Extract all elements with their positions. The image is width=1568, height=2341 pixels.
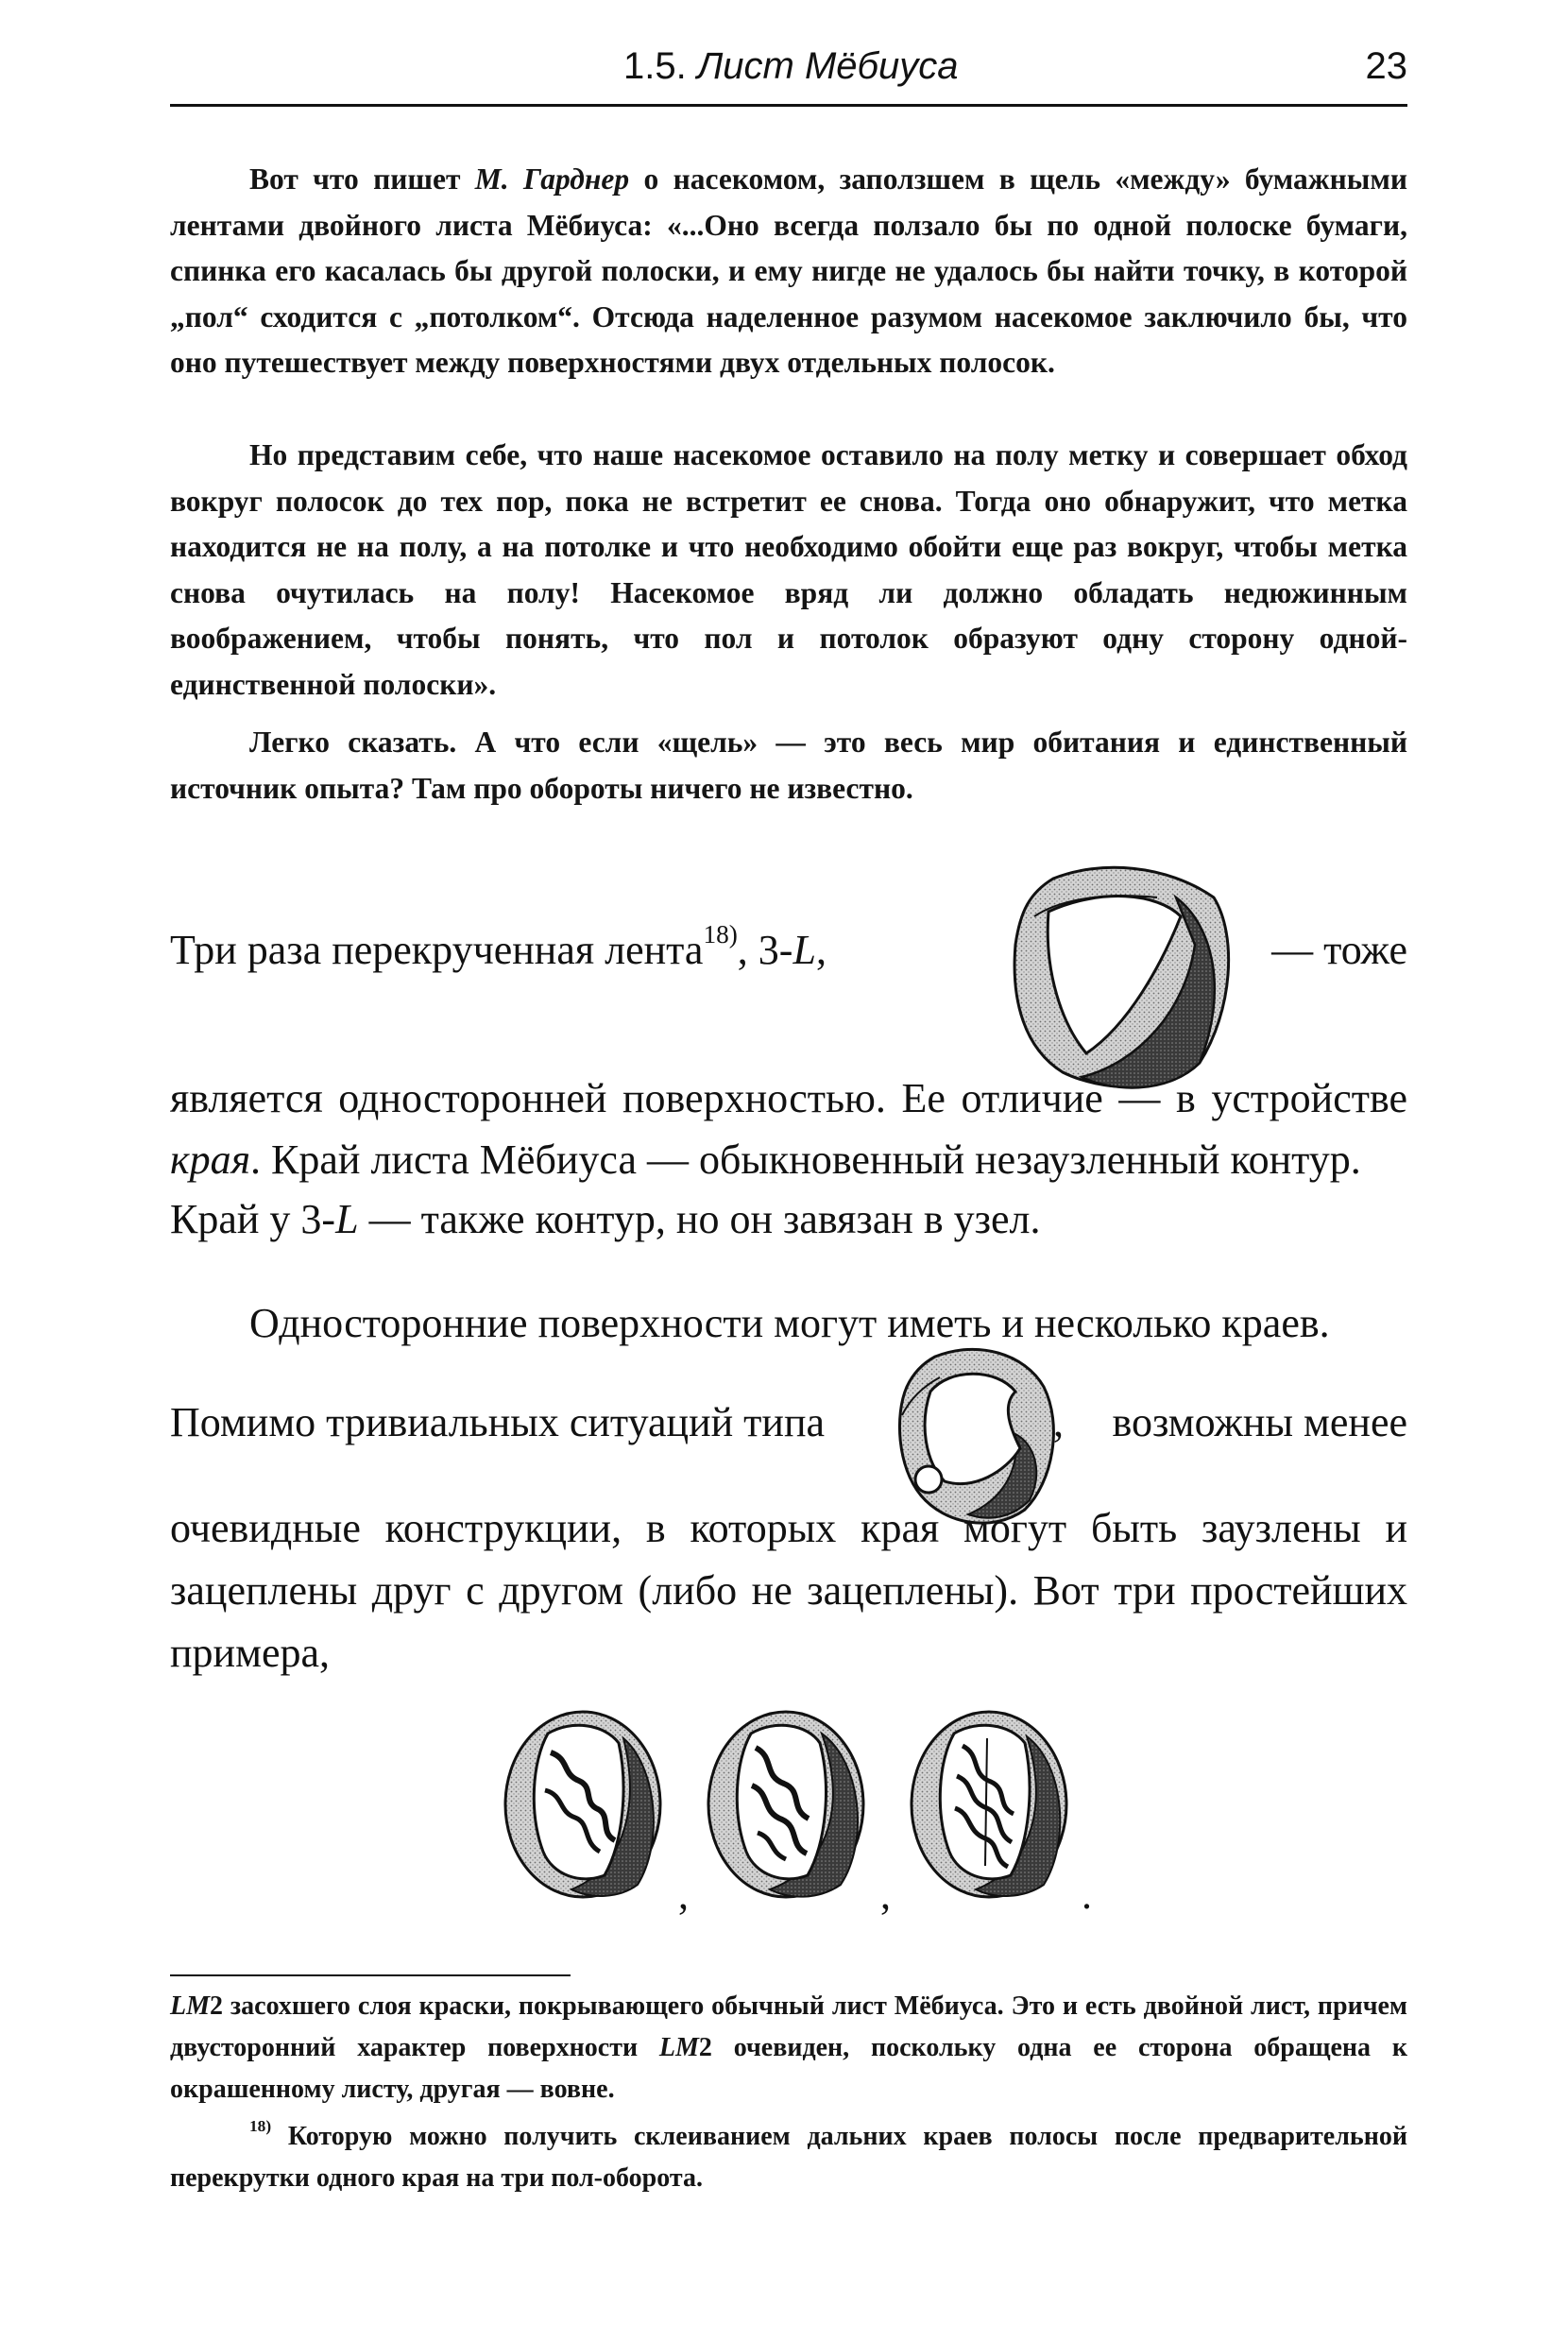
three-twist-comma: , — [815, 927, 827, 973]
footnote-text: засохшего слоя краски, покрывающего обычный лист Мёбиуса. Это и есть двойной лист, причем двусторонний характер поверхности — [170, 1991, 1407, 2062]
several-edges-sentence: Односторонние поверхности могут иметь и несколько краев. — [249, 1300, 1330, 1346]
constructions-paragraph: очевидные конструкции, в которых края могут быть заузлены и зацеплены друг с другом (либо не зацеплены). Вот три простейших примера, — [170, 1505, 1407, 1676]
edge-line-variable: L — [335, 1196, 359, 1242]
author-name: М. Гарднер — [474, 162, 630, 196]
linked-edges-example-icon — [496, 1700, 671, 1904]
footnote-variable-index: 2 — [210, 1991, 223, 2021]
footnote-variable: LM — [170, 1991, 210, 2021]
footnote-variable-index: 2 — [698, 2033, 712, 2062]
paragraph-text: о насекомом, заползшем в щель «между» бумажными лентами двойного листа Мёбиуса: «...Оно всегда ползало бы по одной полоске бумаги, спинка его касалась бы другой полоски, и ему нигде не удалось бы найти точку, в которой „пол“ сходится с „потолком“. Отсюда наделенное разумом насекомое заключило бы, что оно путешествует между поверхностями двух отдельных полосок. — [170, 162, 1407, 379]
page-number: 23 — [1365, 45, 1407, 87]
trivial-tail: возможны менее — [1112, 1399, 1407, 1445]
edge-text: является односторонней поверхностью. Ее отличие — в устройстве — [170, 1075, 1407, 1121]
edge-paragraph — [170, 1068, 1407, 1190]
three-twist-label: , 3- — [737, 927, 793, 973]
linked-edges-example-icon — [699, 1700, 874, 1904]
example-separator-2: , — [880, 1871, 891, 1918]
footnote-ref-18: 18) — [703, 920, 738, 949]
edge-text: . Край листа Мёбиуса — обыкновенный незаузленный контур. — [250, 1136, 1361, 1183]
paragraph-easy-to-say: Легко сказать. А что если «щель» — это весь мир обитания и единственный источник опыта? Там про обороты ничего не известно. — [170, 726, 1407, 805]
footnote-rule — [170, 1974, 571, 1976]
paragraph-text: Вот что пишет — [249, 162, 475, 196]
header-rule — [170, 104, 1407, 107]
section-heading — [623, 45, 959, 88]
footnote-continued — [170, 1986, 1407, 2110]
example-separator-1: , — [678, 1871, 689, 1918]
paragraph-insect-mark: Но представим себе, что наше насекомое оставило на полу метку и совершает обход вокруг полосок до тех пор, пока не встретит ее снова. Тогда оно обнаружит, что метка находится не на полу, а на потолке и что необходимо обойти еще раз вокруг, чтобы метка снова очутилась на полу! Насекомое вряд ли должно обладать недюжинным воображением, чтобы понять, что пол и потолок образуют одну сторону одной-единственной полоски». — [170, 438, 1407, 701]
edge-line-text: Край у 3- — [170, 1196, 336, 1242]
three-twist-lead: Три раза перекрученная лента — [170, 927, 704, 973]
footnote-18 — [170, 2116, 1407, 2199]
three-twist-band-icon — [997, 860, 1252, 1096]
edge-line-text: — также контур, но он завязан в узел. — [358, 1196, 1041, 1242]
footnote-variable: LM — [658, 2033, 699, 2062]
footnote-text: Которую можно получить склеиванием дальних краев полосы после предварительной перекрутки одного края на три пол-оборота. — [170, 2122, 1407, 2193]
trivial-comma: , — [1053, 1399, 1064, 1445]
edge-line-3 — [170, 1190, 1407, 1249]
section-number: 1.5. — [623, 45, 687, 87]
section-title: Лист Мёбиуса — [696, 45, 959, 87]
linked-edges-example-icon — [902, 1700, 1077, 1904]
footnote-marker-18: 18) — [249, 2117, 272, 2136]
running-head — [170, 45, 1407, 102]
three-twist-tail: — тоже — [1271, 927, 1407, 973]
footnote-text: очевиден, поскольку одна ее сторона обращена к окрашенному листу, другая — вовне. — [170, 2033, 1407, 2104]
example-end-period: . — [1082, 1871, 1092, 1918]
paragraph-gardner-quote — [170, 157, 1407, 386]
edge-italic-term: края — [170, 1136, 251, 1183]
three-twist-variable: L — [793, 927, 816, 973]
trivial-lead: Помимо тривиальных ситуаций типа — [170, 1399, 826, 1445]
